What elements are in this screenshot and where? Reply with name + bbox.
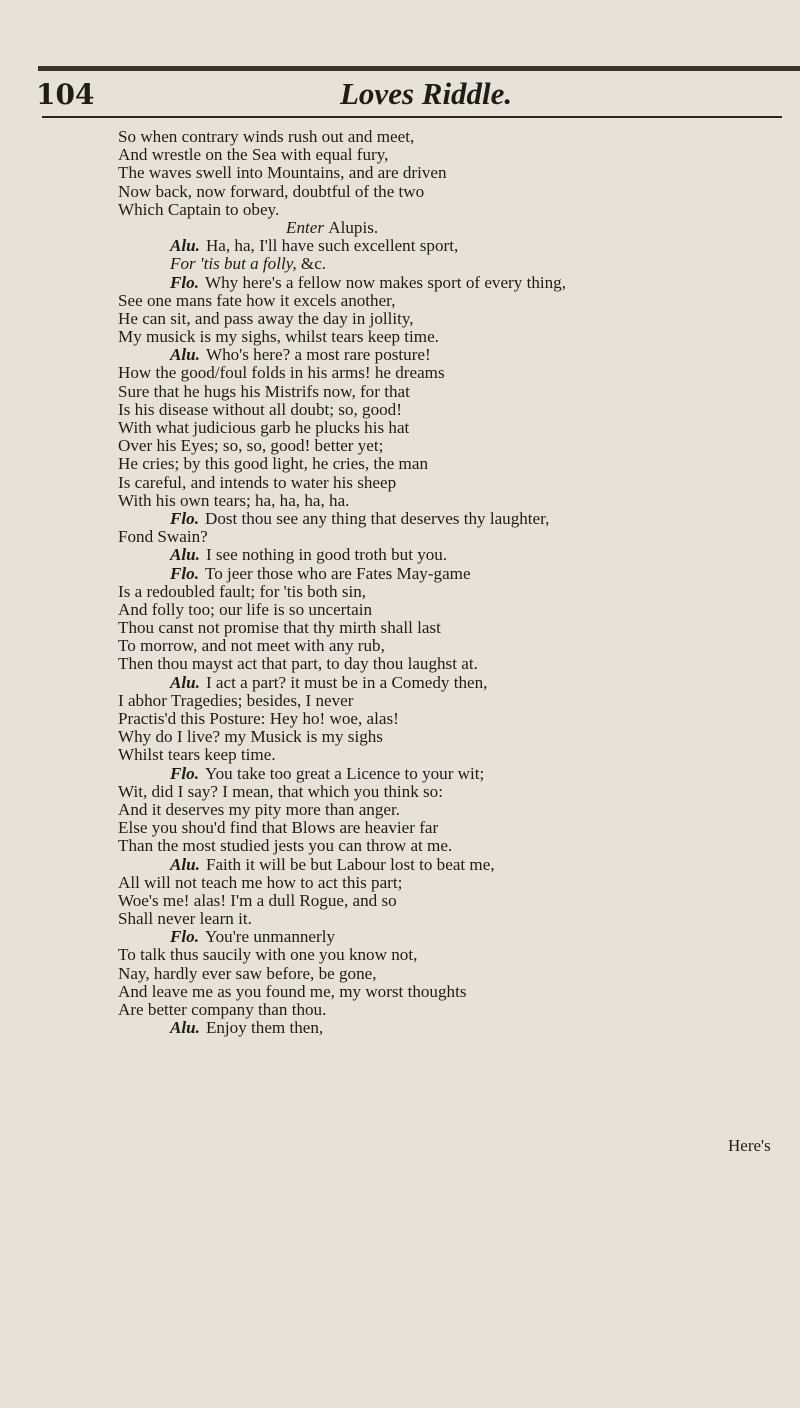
- text-line: [118, 801, 798, 819]
- text-line: [118, 510, 798, 528]
- line-text: You're unmannerly: [204, 927, 335, 947]
- text-line: [118, 728, 798, 746]
- text-line: [118, 983, 798, 1001]
- text-line: [118, 219, 798, 237]
- line-text: Why here's a fellow now makes sport of every thing,: [204, 272, 566, 292]
- line-text: And wrestle on the Sea with equal fury,: [118, 145, 389, 165]
- text-line: [118, 164, 798, 182]
- line-text: Is a redoubled fault; for 'tis both sin,: [118, 581, 367, 601]
- text-line: [118, 492, 798, 510]
- text-line: [118, 692, 798, 710]
- line-text: With his own tears; ha, ha, ha, ha.: [118, 490, 350, 510]
- line-text: To jeer those who are Fates May-game: [204, 563, 471, 583]
- text-line: [118, 1019, 798, 1037]
- speaker-label: Flo.: [170, 763, 199, 783]
- text-line: [118, 292, 798, 310]
- header-rule: [42, 116, 782, 118]
- text-line: [118, 346, 798, 364]
- text-line: [118, 310, 798, 328]
- line-text: Nay, hardly ever saw before, be gone,: [118, 963, 377, 983]
- text-line: [118, 946, 798, 964]
- line-text: And it deserves my pity more than anger.: [118, 799, 400, 819]
- text-line: [118, 619, 798, 637]
- speaker-label: Alu.: [170, 236, 200, 256]
- line-text: And leave me as you found me, my worst thoughts: [118, 981, 467, 1001]
- line-text: My musick is my sighs, whilst tears keep time.: [118, 327, 439, 347]
- text-line: [118, 583, 798, 601]
- line-text: Who's here? a most rare posture!: [205, 345, 431, 365]
- text-line: [118, 237, 798, 255]
- text-line: [118, 674, 798, 692]
- line-text: With what judicious garb he plucks his hat: [118, 418, 410, 437]
- line-text: Sure that he hugs his Mistrifs now, for that: [118, 381, 410, 401]
- page-number: 104: [36, 78, 95, 111]
- text-line: [118, 928, 798, 946]
- text-line: [118, 201, 798, 219]
- speaker-label: Alu.: [170, 672, 200, 692]
- speaker-label: Flo.: [170, 508, 199, 528]
- text-line: [118, 401, 798, 419]
- text-line: [118, 910, 798, 928]
- text-line: [118, 710, 798, 728]
- line-text: Ha, ha, I'll have such excellent sport,: [205, 236, 459, 256]
- running-head: Loves Riddle.: [340, 76, 513, 111]
- stage-direction: Enter: [286, 217, 329, 237]
- line-text: To talk thus saucily with one you know not,: [118, 945, 418, 965]
- line-text: &c.: [300, 254, 327, 274]
- line-text: So when contrary winds rush out and meet,: [118, 127, 415, 146]
- line-text: The waves swell into Mountains, and are driven: [118, 163, 447, 183]
- text-line: [118, 1001, 798, 1019]
- text-line: [118, 328, 798, 346]
- text-line: [118, 528, 798, 546]
- speaker-label: Alu.: [170, 345, 200, 365]
- line-text: To morrow, and not meet with any rub,: [118, 636, 385, 656]
- line-text: Thou canst not promise that thy mirth shall last: [118, 618, 441, 638]
- text-line: [118, 183, 798, 201]
- text-line: [118, 746, 798, 764]
- line-text: I see nothing in good troth but you.: [205, 545, 448, 565]
- text-line: [118, 874, 798, 892]
- text-line: [118, 455, 798, 473]
- line-text: Wit, did I say? I mean, that which you think so:: [118, 781, 443, 801]
- text-line: [118, 837, 798, 855]
- text-line: [118, 637, 798, 655]
- italic-text: For 'tis but a folly,: [170, 254, 301, 274]
- line-text: Woe's me! alas! I'm a dull Rogue, and so: [118, 890, 397, 910]
- line-text: Why do I live? my Musick is my sighs: [118, 727, 383, 747]
- text-line: [118, 783, 798, 801]
- text-line: [118, 856, 798, 874]
- line-text: I act a part? it must be in a Comedy then,: [205, 672, 488, 692]
- catchword: Here's: [728, 1136, 771, 1155]
- text-line: [118, 146, 798, 164]
- speaker-label: Flo.: [170, 272, 199, 292]
- speaker-label: Alu.: [170, 545, 200, 565]
- text-line: [118, 474, 798, 492]
- play-text: [118, 128, 798, 1037]
- text-line: [118, 383, 798, 401]
- line-text: See one mans fate how it excels another,: [118, 290, 396, 310]
- line-text: He can sit, and pass away the day in jollity,: [118, 308, 414, 328]
- speaker-label: Flo.: [170, 563, 199, 583]
- line-text: And folly too; our life is so uncertain: [118, 599, 372, 619]
- text-line: [118, 364, 798, 382]
- page-header: [0, 72, 800, 112]
- line-text: Else you shou'd find that Blows are heavier far: [118, 818, 439, 838]
- line-text: Alupis.: [328, 217, 379, 237]
- top-rule: [38, 66, 800, 71]
- text-line: [118, 274, 798, 292]
- text-line: [118, 128, 798, 146]
- text-line: [118, 546, 798, 564]
- text-line: [118, 419, 798, 437]
- line-text: Which Captain to obey.: [118, 199, 280, 219]
- line-text: Is his disease without all doubt; so, good!: [118, 399, 402, 419]
- text-line: [118, 765, 798, 783]
- line-text: Enjoy them then,: [205, 1018, 324, 1038]
- line-text: Whilst tears keep time.: [118, 745, 276, 765]
- line-text: Dost thou see any thing that deserves thy laughter,: [204, 508, 550, 528]
- text-line: [118, 965, 798, 983]
- line-text: How the good/foul folds in his arms! he dreams: [118, 363, 445, 383]
- line-text: Now back, now forward, doubtful of the two: [118, 181, 425, 201]
- text-line: [118, 655, 798, 673]
- text-line: [118, 565, 798, 583]
- line-text: Fond Swain?: [118, 527, 208, 547]
- line-text: Over his Eyes; so, so, good! better yet;: [118, 436, 384, 456]
- line-text: Are better company than thou.: [118, 1000, 327, 1019]
- line-text: Then thou mayst act that part, to day thou laughst at.: [118, 654, 478, 674]
- line-text: Faith it will be but Labour lost to beat me,: [205, 854, 495, 874]
- line-text: You take too great a Licence to your wit;: [204, 763, 485, 783]
- speaker-label: Flo.: [170, 927, 199, 947]
- speaker-label: Alu.: [170, 854, 200, 874]
- line-text: Than the most studied jests you can throw at me.: [118, 836, 453, 856]
- text-line: [118, 255, 798, 273]
- line-text: Shall never learn it.: [118, 909, 252, 929]
- text-line: [118, 601, 798, 619]
- line-text: I abhor Tragedies; besides, I never: [118, 690, 354, 710]
- speaker-label: Alu.: [170, 1018, 200, 1038]
- line-text: Is careful, and intends to water his sheep: [118, 472, 397, 492]
- line-text: Practis'd this Posture: Hey ho! woe, alas!: [118, 709, 399, 728]
- line-text: He cries; by this good light, he cries, the man: [118, 454, 428, 474]
- line-text: All will not teach me how to act this part;: [118, 872, 403, 892]
- text-line: [118, 892, 798, 910]
- text-line: [118, 819, 798, 837]
- text-line: [118, 437, 798, 455]
